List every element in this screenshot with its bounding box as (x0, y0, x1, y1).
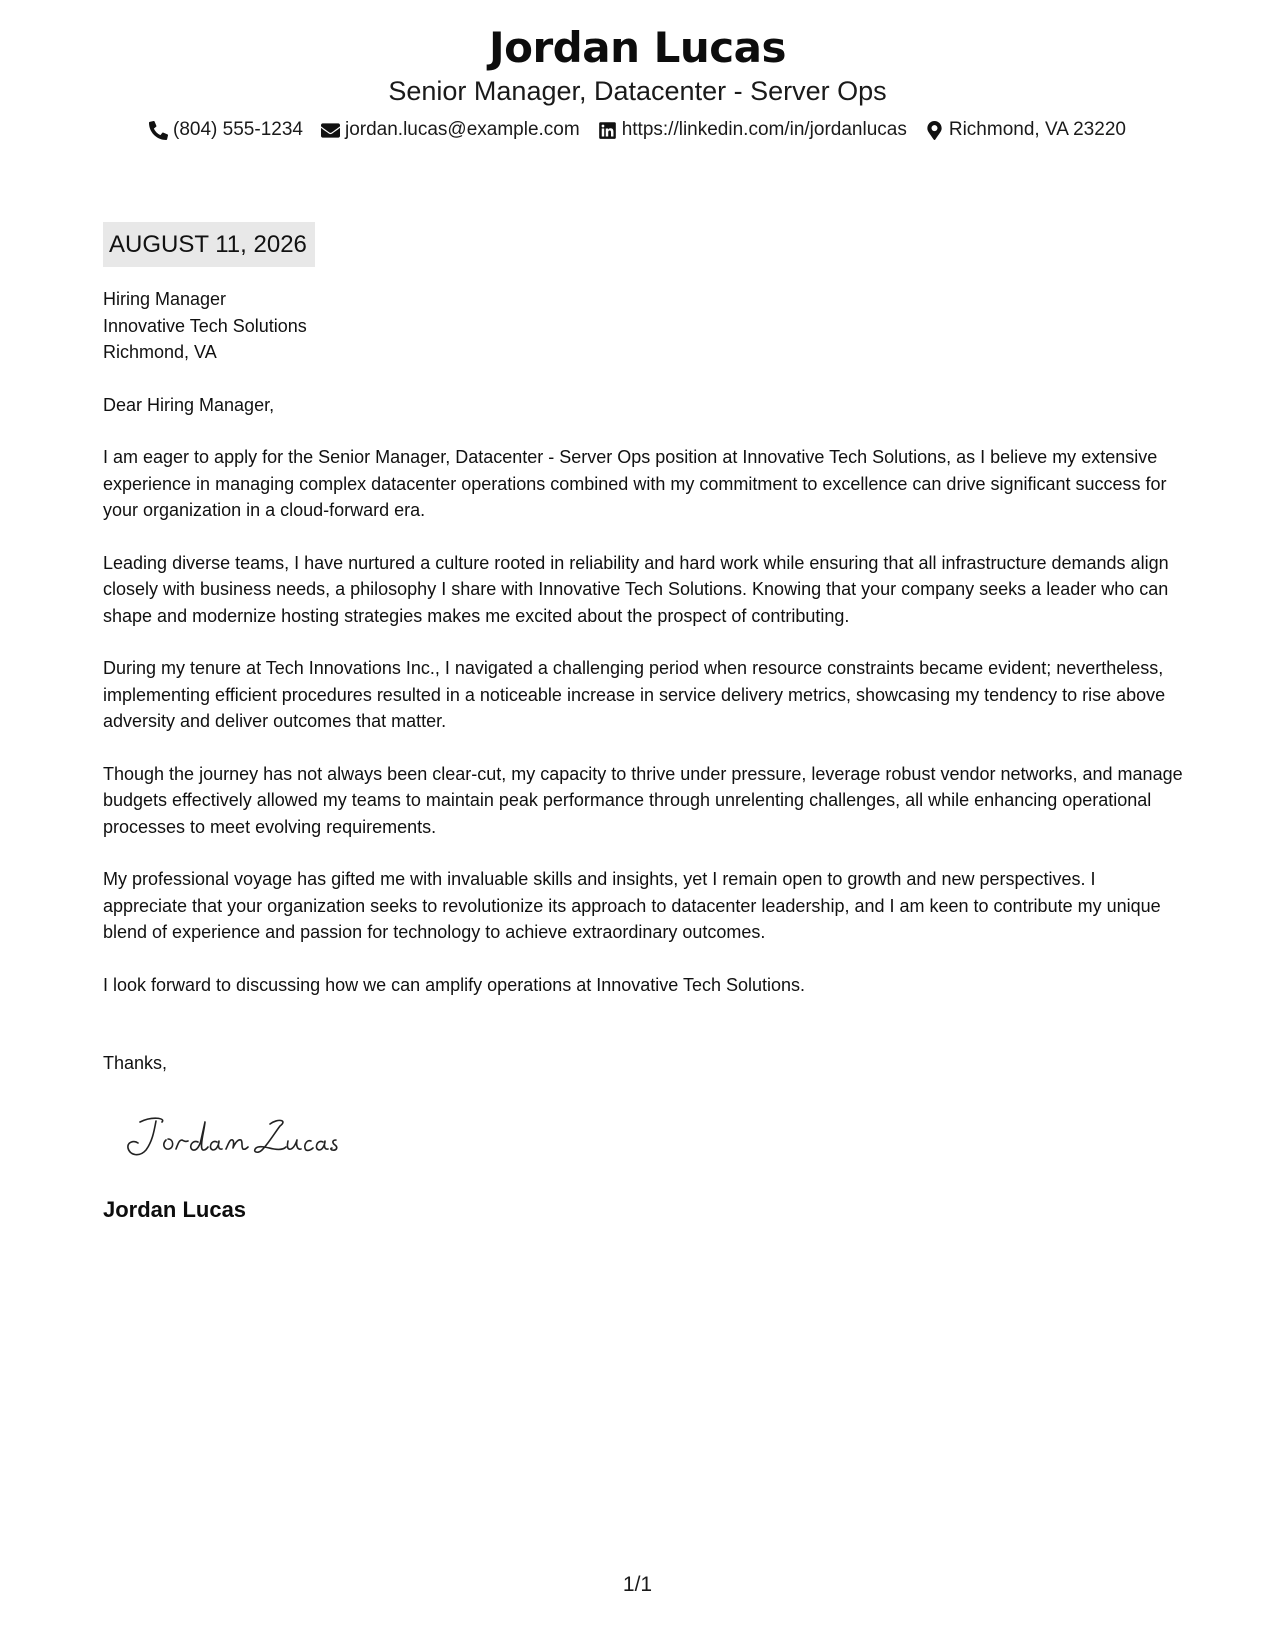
body-paragraph: My professional voyage has gifted me with invaluable skills and insights, yet I remain open to growth and new perspectives. I appreciate that your organization seeks to revolutionize its approach to datacenter leadership, and I am keen to contribute my unique blend of experience and passion for technology to achieve extraordinary outcomes. (103, 869, 1161, 942)
body-paragraph: During my tenure at Tech Innovations Inc., I navigated a challenging period when resource constraints became evident; nevertheless, implementing efficient procedures resulted in a noticeable increase in service delivery metrics, showcasing my tendency to rise above adversity and deliver outcomes that matter. (103, 658, 1166, 731)
contact-location (925, 118, 1126, 142)
phone-text: (804) 555-1234 (173, 119, 303, 140)
contact-linkedin[interactable] (598, 118, 907, 142)
letter-date: AUGUST 11, 2026 (103, 222, 315, 267)
page-number: 1/1 (622, 1573, 653, 1596)
applicant-job-title: Senior Manager, Datacenter - Server Ops (388, 76, 887, 106)
contact-info-row (0, 118, 1275, 142)
recipient-line: Innovative Tech Solutions (103, 315, 307, 336)
contact-phone (149, 118, 303, 142)
handwritten-signature (122, 1112, 352, 1162)
letter-body (103, 286, 1183, 1077)
phone-icon (149, 121, 168, 140)
closing: Thanks, (103, 1053, 168, 1073)
map-marker-icon (925, 121, 944, 140)
body-paragraph: I am eager to apply for the Senior Manager, Datacenter - Server Ops position at Innovative Tech Solutions, as I believe my extensive experience in managing complex datacenter operations combined with my commitment to excellence can drive significant success for your organization in a cloud-forward era. (103, 447, 1167, 520)
recipient-line: Richmond, VA (103, 342, 217, 362)
signer-name: Jordan Lucas (103, 1197, 247, 1222)
linkedin-icon (598, 121, 617, 140)
body-paragraph: I look forward to discussing how we can amplify operations at Innovative Tech Solutions. (103, 974, 806, 995)
recipient-line: Hiring Manager (103, 289, 227, 309)
linkedin-text[interactable]: https://linkedin.com/in/jordanlucas (621, 119, 907, 140)
applicant-name: Jordan Lucas (488, 23, 787, 72)
envelope-icon (321, 121, 340, 140)
letter-header (0, 22, 1275, 142)
recipient-block (103, 286, 1183, 366)
body-paragraph: Though the journey has not always been clear-cut, my capacity to thrive under pressure, leverage robust vendor networks, and manage budgets effectively allowed my teams to maintain peak performance through unrelenting challenges, all while enhancing operational processes to meet evolving requirements. (103, 763, 1183, 837)
salutation: Dear Hiring Manager, (103, 394, 275, 415)
location-text: Richmond, VA 23220 (948, 119, 1126, 140)
body-paragraph: Leading diverse teams, I have nurtured a culture rooted in reliability and hard work while ensuring that all infrastructure demands align closely with business needs, a philosophy I share with Innovative Tech Solutions. Knowing that your company seeks a leader who can shape and modernize hosting strategies makes me excited about the prospect of contributing. (103, 552, 1169, 626)
email-text[interactable]: jordan.lucas@example.com (344, 119, 580, 140)
contact-email[interactable] (321, 118, 580, 142)
